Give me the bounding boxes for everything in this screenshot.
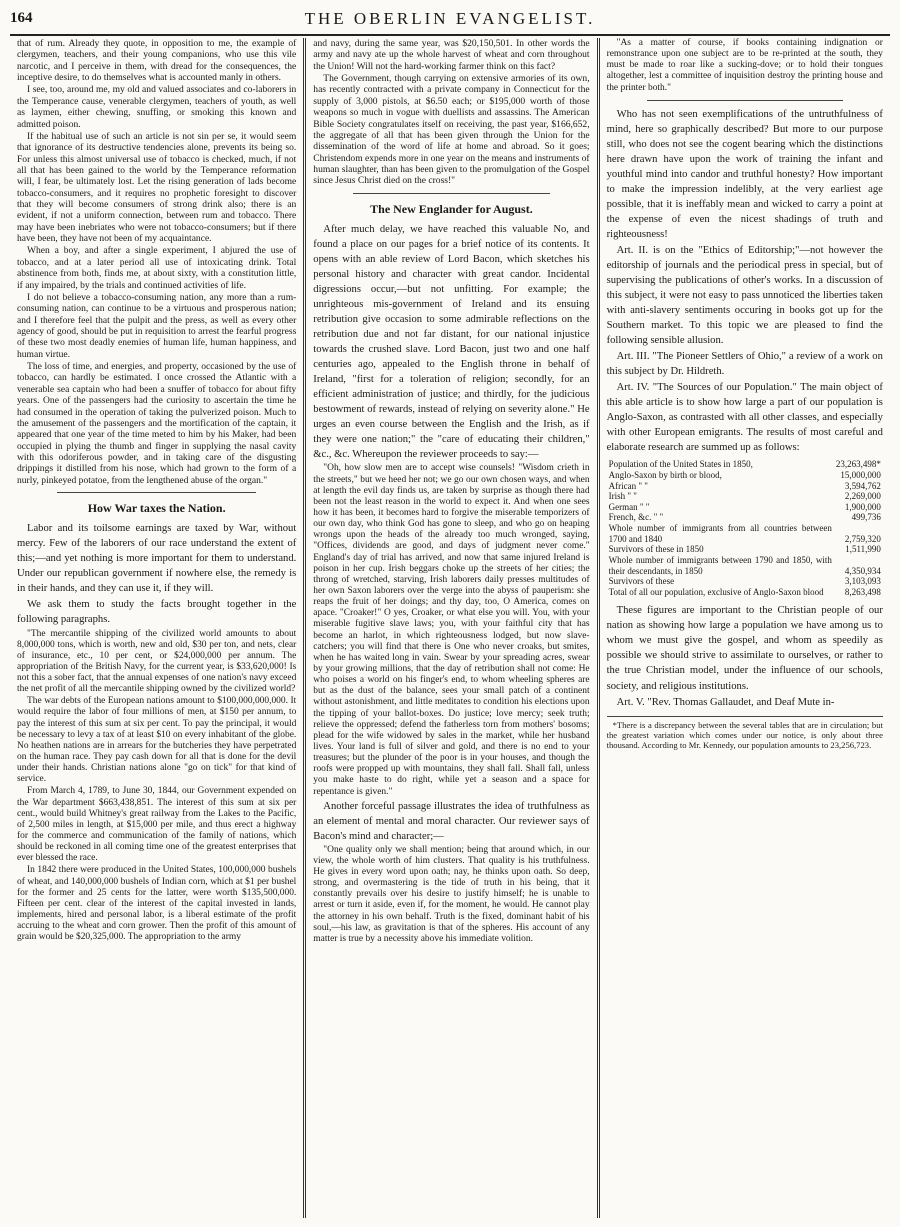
quoted-paragraph: In 1842 there were produced in the United States, 100,000,000 bushels of wheat, and 140,000,000 bushels of Indian corn, which at $1 per bushel for the former and 25 cents for the latter, were worth $135,500,000. Fifteen per cent. clear of the interest of the capital invested in lands, implements, hired and personal labor, is a liberal estimate of the profit accruing to the wheat and corn grower. Then the profit of this amount of grain would be $20,325,000. The appropriation to the army [17,865,297,943]
footnote-text: *There is a discrepancy between the several tables that are in circulation; but the greatest variation which comes under our notice, is only about three thousand. According to Mr. Kennedy, our population amounts to 23,256,723. [606,719,883,750]
table-row [607,576,883,587]
paragraph: Who has not seen exemplifications of the untruthfulness of mind, here so graphically described? But more to our purpose still, who does not see the cogent bearing which the distinctions here drawn have upon the work of training the infant and youthful mind into candor and truthful honesty? How important to make the impression indelibly, at the very earliest age possible, that it is ineffably mean and wicked to carry a point at the expense of even the nicest shadings of truth and righteousness! [606,108,883,240]
table-row [607,555,883,576]
paragraph: Art. III. "The Pioneer Settlers of Ohio," a review of a work on this subject by Dr. Hildreth. [606,351,883,378]
column-container [10,38,890,1218]
paragraph: and navy, during the same year, was $20,150,501. In other words the army and navy ate up the whole harvest of wheat and corn throughout the Union! Will not the hard-working farmer think on this fact? [313,38,590,72]
stat-label: French, &c. " " [608,512,664,523]
paragraph: After much delay, we have reached this valuable No, and found a place on our pages for a brief notice of its contents. It opens with an able review of Lord Bacon, which sketches his personal history and character with great candor. Incidental digressions occur,—but not unfitting. For example; the unrighteous mis-government of Ireland and its ensuing retribution give occasion to some admirable reflections on the retribution due and not far distant, for our national injustice towards the crushed slave. Lord Bacon, just two and one half centuries ago, appealed to the English throne in behalf of Ireland, "first for a toleration of religion; secondly, for an efficient administration of justice; and thirdly, for the judicious bestowment of rewards, instead of relying on severity alone." He urges an even course between the English and the Irish, as if they were one nation;" the "care of educating their children," &c., &c. Whereupon the reviewer proceeds to say:— [313,223,590,461]
article-heading-war-taxes: How War taxes the Nation. [87,501,226,516]
stat-label: African " " [608,480,648,491]
paragraph: The loss of time, and energies, and property, occasioned by the use of tobacco, can hardly be estimated. I once crossed the Atlantic with a venerable sea captain who had been a snuffer of tobacco for about fifty years. One of the passengers had the curiosity to ascertain the time he had consumed in the operation of taking the pulverized poison. Much to the amusement of the passengers and the mortification of the captain, it appeared that one year of the time meted to him by his Maker, had been occupied in plying the thumb and finger in supplying the nasal cavity with this odoriferous powder, and in taking care of the disgusting drippings it distilled from his nose, which had grown to the form of a nurly, pinkeyed potatoe, from the lengthened abuse of the organ." [17,361,297,486]
stat-label: Survivors of these in 1850 [608,544,704,555]
paragraph: The Government, though carrying on extensive armories of its own, has recently contracted with a private company in Connecticut for the supply of 3,000 pistols, at $6.50 each; or $195,000 worth of those weapons so much in vogue with duellists and assassins. The American Bible Society congratulates itself on receiving, the past year, $166,652, the aggregate of all that has been given through the Union for the dissemination of the word of life at home and abroad. So it goes; Christendom expends more in one year on the means and instruments of human slaughter, than has been given to the promulgation of the Gospel since Jesus Christ died on the cross!" [313,73,590,187]
stat-label: Anglo-Saxon by birth or blood, [608,470,722,481]
population-table [607,459,883,597]
stat-label: Irish " " [608,491,637,502]
divider [353,193,549,194]
stat-value: 15,000,000 [840,470,881,481]
paragraph: I see, too, around me, my old and valued associates and co-laborers in the Temperance cause, venerable clergymen, teachers of youth, as well as laymen, either chewing, snuffing, or smoking this known and admitted poison. [17,84,297,130]
paragraph: Art. IV. "The Sources of our Population." The main object of this able article is to show how large a part of our population is Anglo-Saxon, as contrasted with all other classes, and especially with other European emigrants. The results of most careful and elaborate research are summed up as follows: [606,382,883,454]
quoted-paragraph: "The mercantile shipping of the civilized world amounts to about 8,000,000 tons, which is worth, new and old, $30 per ton, and nets, clear of insurance, etc., 10 per cent, or $24,000,000 per annum. The appropriation of the British Navy, for the current year, is $33,620,000! Is not this a sober fact, that the annual expenses of one nation's navy exceed the net profit of all the mercantile shipping owned by the civilized world? [17,628,297,695]
stat-label: German " " [608,501,650,512]
table-row [607,481,883,492]
page-number: 164 [10,10,33,26]
paragraph: Art. V. "Rev. Thomas Gallaudet, and Deaf Mute in- [616,696,835,708]
journal-title: THE OBERLIN EVANGELIST. [304,9,596,28]
paragraph: Art. II. is on the "Ethics of Editorship;"—not however the editorship of journals and the periodical press in special, but of supervising the publications of other's works. In a discussion of this subject, it were not easy to pass unnoticed the liberties taken with anti-slavery sentiments occuring in books got up for the Southern market. To this topic we are pleased to find the following sensible allusion. [606,244,883,347]
stat-value: 8,263,498 [844,586,881,597]
paragraph: If the habitual use of such an article is not sin per se, it would seem that ignorance of its destructive tendencies alone, prevents its being so. For unless this almost universal use of tobacco is checked, much, if not all that has been gained to the world by the Temperance reformation will, I fear, be ultimately lost. Let the rising generation of lads become tobacco-consumers, and it requires no prophetic foresight to discover that they will become consumers of strong drink also; there is an evident, if not a uniform connection, between rum and tobacco. There may have been inebriates who were not tobacco-consumers; but if there have been, they have not been of my acquaintance. [17,130,297,245]
stat-value: 1,511,990 [845,544,881,555]
stat-value: 2,269,000 [844,491,881,502]
quoted-paragraph: From March 4, 1789, to June 30, 1844, our Government expended on the War department $663,438,851. The interest of this sum at six per cent., would build Whitney's great railway from the Lakes to the Pacific, of 2,500 miles in length, at $15,000 per mile, and thus erect a highway for the commerce and communication of the family of nations, which should be reckoned in all coming time one of the greatest enterprises that ever blessed the race. [17,786,297,864]
table-row [607,544,883,555]
stat-value: 1,900,000 [844,501,881,512]
page-header [10,6,890,36]
article-heading-new-englander: The New Englander for August. [370,201,533,216]
quoted-paragraph: The war debts of the European nations amount to $100,000,000,000. It would require the labor of four millions of men, at $150 per annum, to pay the interest of this sum at six per cent. To pay the principal, it would be necessary to levy a tax of at least $10 on every inhabitant of the globe. No heathen nations are in arrears for the butcheries they have perpetrated on the human race. They pay cash down for all that is done for the devil under their hands. Christian nations alone "go on tick" for that kind of service. [17,696,297,785]
quoted-paragraph: "Oh, how slow men are to accept wise counsels! "Wisdom crieth in the streets," but we heed her not; we go our own chosen ways, and when at length the evil day finds us, are taken by surprise as though there had been not the least reason in the world to expect it. And when one sees how it has been, it becomes hard to forgive the miserable temporizers of our own day, who think God has gone to sleep, and who go on heaping wrongs upon the heads of the already too much wronged, saying, "Offices, dividends are good, and days of judgment never come." England's day of trial has arrived, and now that same injured Ireland is poison in her cup. Irish beggars choke up the streets of her cities; the throng of wretched, starving, Irish laborers daily presses multitudes of her own Saxon laborers over the verge into the abyss of pauperism: she reaps the fruit of her doings; and thy day, too, O America, comes on apace. "Croaker!" O yes, Croaker, or what else you will. You, with your miserable fugitive slave laws; you, with your faithful city that has become an harlot, in which righteousness lodged, but now slave-catchers; you will find that there is One who never croaks, but smites, when he has waited long in vain. Swear by your spreading acres, swear by your growing millions, that the day of retribution shall not come: He who poises a world on his finger's end, to whom wheeling spheres are but as the dust of the balance, sees your small patch of a continent without astonishment, and little meditates to condition his elections upon the tipping of your ballot-boxes. Do justice; love mercy; seek truth; relieve the oppressed; defend the fatherless torn from mothers' bosoms; plead for the wife widowed by sales in the market, while her husband lives. Your land is full of silver and gold, and there is no end to your treasures; but the plunder of the poor is in your houses, and though the roofs were propped up with mountains, they shall fall. Shall fall, unless you make haste to do right, while yet a season and a space for repentance is given." [313,463,590,797]
stat-label: Total of all our population, exclusive of Anglo-Saxon blood [608,586,824,597]
stat-value: 23,263,498* [835,459,881,470]
table-row [607,502,883,513]
column-1 [10,38,303,1218]
paragraph: that of rum. Already they quote, in opposition to me, the example of clergymen, teachers, and their young companions, who use this vile narcotic, and I perceive in them, with dread for the consequences, the inceptive desire, to do themselves what is accounted manly in others. [17,38,297,84]
paragraph: We ask them to study the facts brought together in the following paragraphs. [17,599,297,626]
column-3 [597,38,890,1218]
stat-value: 2,759,320 [844,533,881,544]
table-row [607,512,883,523]
stat-value: 4,350,934 [844,565,881,576]
stat-value: 3,103,093 [844,576,881,587]
quoted-paragraph: "As a matter of course, if books containing indignation or remonstrance upon one subject are to be re-printed at the south, they must be made to roar like a sucking-dove; or to hold their tongues altogether, lest a committee of inquisition destroy the printing house and the printer both." [606,38,883,93]
stat-label: Whole number of immigrants from all countries between 1700 and 1840 [608,523,832,544]
paragraph: When a boy, and after a single experiment, I abjured the use of tobacco, and at a later period all use of intoxicating drink. Total abstinence from both, finds me, at about sixty, with a constitution little, if any impaired, by the trials and continued activities of life. [17,245,297,291]
stat-value: 499,736 [851,512,881,523]
paragraph: I do not believe a tobacco-consuming nation, any more than a rum-consuming nation, can continue to be a virtuous and prosperous nation; and I therefore feel that the pulpit and the press, as well as every other agency of good, should be put in requisition to arrest the fearful progress of these two most deadly enemies of human life, human happiness, and human virtue. [17,291,297,360]
column-2 [303,38,596,1218]
stat-label: Survivors of these [608,576,675,587]
quoted-paragraph: "One quality only we shall mention; being that around which, in our view, the whole worth of him clusters. That quality is his truthfulness. He gives in every word upon oath; nay, he thinks upon oath. So deep, strong, and overmastering is the tide of truth in his being, that it constantly prevails over his desire to justify himself; he is unable to arrest or turn it aside, even if, for the moment, he would. He cannot play the attorney in his own behalf. Truth is the fixed, dominant habit of his soul,—his law, as gravitation is that of the spheres. His account of any matter is true by a necessity above his immediate volition. [313,844,590,944]
table-row [607,459,883,470]
table-row [607,470,883,481]
divider [647,100,843,101]
stat-label: Whole number of immigrants between 1790 and 1850, with their descendants, in 1850 [608,554,832,576]
stat-label: Population of the United States in 1850, [608,459,753,470]
paragraph: Another forceful passage illustrates the idea of truthfulness as an element of mental and moral character. Our reviewer says of Bacon's mind and character;— [313,800,590,842]
table-row [607,491,883,502]
table-row [607,523,883,544]
paragraph: Labor and its toilsome earnings are taxed by War, without mercy. Few of the laborers of our race understand the extent of this;—and yet nothing is more important for them to understand. Under our republican government if nowhere else, the remedy is in their hands, and they can use it, if they will. [17,523,297,595]
divider [57,492,256,493]
stat-value: 3,594,762 [844,480,881,491]
paragraph: These figures are important to the Christian people of our nation as showing how large a population we have among us to whom we must give the gospel, and whom as speedily as possible we should strive to assimilate to ourselves, or rather to the true Christian model, under the influence of our schools, society, and religious institutions. [606,605,883,692]
table-row [607,587,883,598]
footnote [607,716,883,750]
